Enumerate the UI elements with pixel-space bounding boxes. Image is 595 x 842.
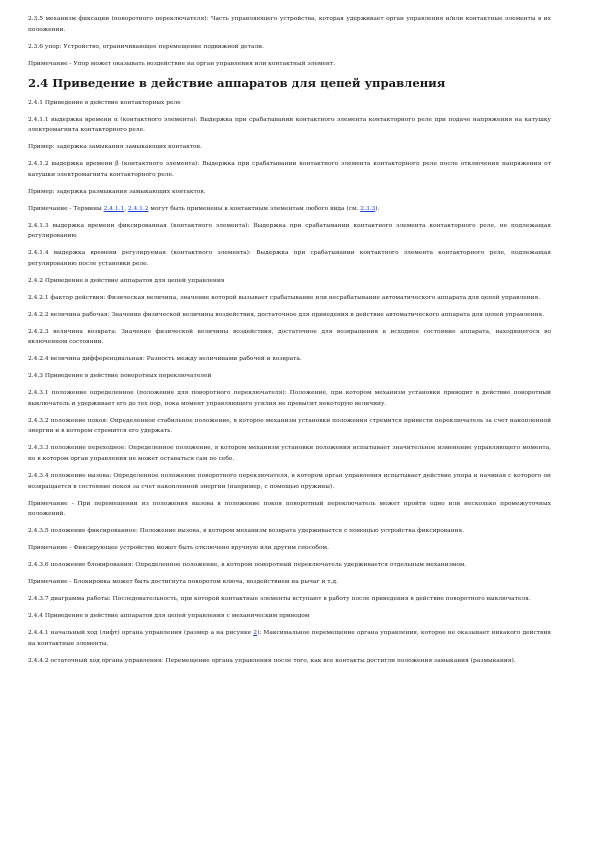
para-2-4-2: 2.4.2 Приведение в действие аппаратов для цепей управления: [28, 277, 225, 284]
para-2-4-3-3: 2.4.3.3 положение переходное: Определенное положение, в котором механизм установки положения испытывает значительное изменение управляющего момента, но в котором орган управления не может оставаться сам по себе.: [28, 445, 551, 463]
para-2-4-3-1: 2.4.3.1 положение определенное (положение для поворотного переключателя): Положение, при котором механизм установки приводит в действие поворотный выключатель и удерживает его до тех пор, пока момент управляющего усилия не превысит некоторую величину.: [28, 390, 551, 407]
para-2-4-4-2: 2.4.4.2 остаточный ход органа управления: Перемещение органа управления после того, как все контакты достигли положения замыкания (размыкания).: [28, 657, 516, 664]
para-2-4-3: 2.4.3 Приведение в действие поворотных переключателей: [28, 373, 212, 380]
para-2-4-3-4: 2.4.3.4 положение вызова: Определенное положение поворотного переключателя, в котором орган управления испытывает действие упора и начиная с которого он возвращается в состояние покоя за счет накопленной энергии (например, с помощью пружины).: [28, 473, 551, 490]
text-segment: ).: [375, 205, 380, 212]
text-segment: 2.4.4.1 начальный ход (лифт) органа управления (размер a на рисунке: [28, 630, 254, 637]
para-2-4-2-4: 2.4.2.4 величина дифференциальная: Разность между величинами рабочей и возврата.: [28, 356, 302, 363]
para-2-4-1-2: 2.4.1.2 выдержка времени β (контактного элемента): Выдержка при срабатывании контактного элемента контакторного реле после отключения напряжения от катушки электромагнита контакторного реле.: [28, 161, 551, 178]
note-upor: Примечание - Упор может оказывать воздействие на орган управления или контактный элемент.: [28, 60, 336, 67]
para-2-4-2-1: 2.4.2.1 фактор действия: Физическая величина, значение которой вызывает срабатывание или несрабатывание автоматического аппарата для цепей управления.: [28, 294, 541, 301]
text-segment: могут быть применены к контактным элементам любого вида (см.: [148, 205, 361, 212]
note-terms: [28, 204, 551, 215]
text-segment: Примечание - Термины: [28, 205, 104, 212]
para-2-4-1-1: 2.4.1.1 выдержка времени α (контактного элемента): Выдержка при срабатывании контактного элемента контакторного реле при подаче напряжения на катушку электромагнита контакторного реле.: [28, 116, 551, 134]
note-fiks: Примечание - Фиксирующее устройство может быть отключено вручную или другим способом.: [28, 545, 329, 552]
text-segment: ,: [124, 205, 128, 212]
text-segment: ): Максимальное перемещение органа управления, которое не оказывает никакого действия на контактные элементы.: [28, 630, 551, 647]
para-2-4-3-5: 2.4.3.5 положение фиксированное: Положение вызова, в котором механизм возврата удерживается с помощью устройства фиксирования.: [28, 528, 465, 535]
note-vyzov: Примечание - При перемещении из положения вызова в положение покоя поворотный переключатель может пройти одно или несколько промежуточных положений.: [28, 500, 551, 518]
cross-reference-link[interactable]: 2.4.1.1: [103, 205, 125, 212]
para-2-3-6: 2.3.6 упор: Устройство, ограничивающее перемещение подвижной детали.: [28, 43, 264, 50]
para-2-4-2-2: 2.4.2.2 величина рабочая: Значение физической величины воздействия, достаточное для приведения в действие автоматического аппарата для цепей управления.: [28, 311, 545, 318]
para-2-4-3-2: 2.4.3.2 положение покоя: Определенное стабильное положение, в которое механизм установки положения стремится привести переключатель за счет накопленной энергии и в котором стремится его удержать.: [28, 417, 551, 435]
para-2-4-4: 2.4.4 Приведение в действие аппаратов для цепей управления с механическим приводом: [28, 613, 310, 620]
para-2-4-1-3: 2.4.1.3 выдержка времени фиксированная (контактного элемента): Выдержка при срабатывании контактного элемента контакторного реле, не подлежащая регулированию: [28, 222, 551, 240]
para-2-4-3-6: 2.4.3.6 положение блокирования: Определенное положение, в котором поворотный переключатель удерживается отдельным механизмом.: [28, 562, 467, 569]
note-block: Примечание - Блокировка может быть достигнута поворотом ключа, воздействием на рычаг и т.д.: [28, 579, 338, 586]
example-2: Пример: задержка размыкания замыкающих контактов.: [28, 188, 206, 195]
para-2-4-2-3: 2.4.2.3 величина возврата: Значение физической величины воздействия, достаточное для возвращения в исходное состояние аппарата, находящегося во включенном состоянии.: [28, 328, 551, 346]
section-heading-2-4: 2.4 Приведение в действие аппаратов для цепей управления: [28, 75, 446, 90]
para-2-4-4-1: [28, 628, 551, 649]
cross-reference-link[interactable]: 2.4.1.2: [127, 205, 149, 212]
para-2-4-1-4: 2.4.1.4 выдержка времени регулируемая (контактного элемента): Выдержка при срабатывании контактного элемента контакторного реле, подлежащая регулированию после установки реле.: [28, 250, 551, 267]
para-2-4-1: 2.4.1 Приведение в действие контакторных реле: [28, 99, 181, 106]
para-2-4-3-7: 2.4.3.7 диаграмма работы: Последовательность, при которой контактные элементы вступают в работу после приведения в действие поворотного выключателя.: [28, 596, 531, 603]
cross-reference-link[interactable]: 2.3.3: [360, 205, 376, 212]
para-2-3-5: 2.3.5 механизм фиксации (поворотного переключателя): Часть управляющего устройства, которая удерживает орган управления и/или контактные элементы в их положении.: [28, 16, 551, 33]
cross-reference-link[interactable]: 2: [253, 630, 257, 637]
example-1: Пример: задержка замыкания замыкающих контактов.: [28, 144, 202, 151]
